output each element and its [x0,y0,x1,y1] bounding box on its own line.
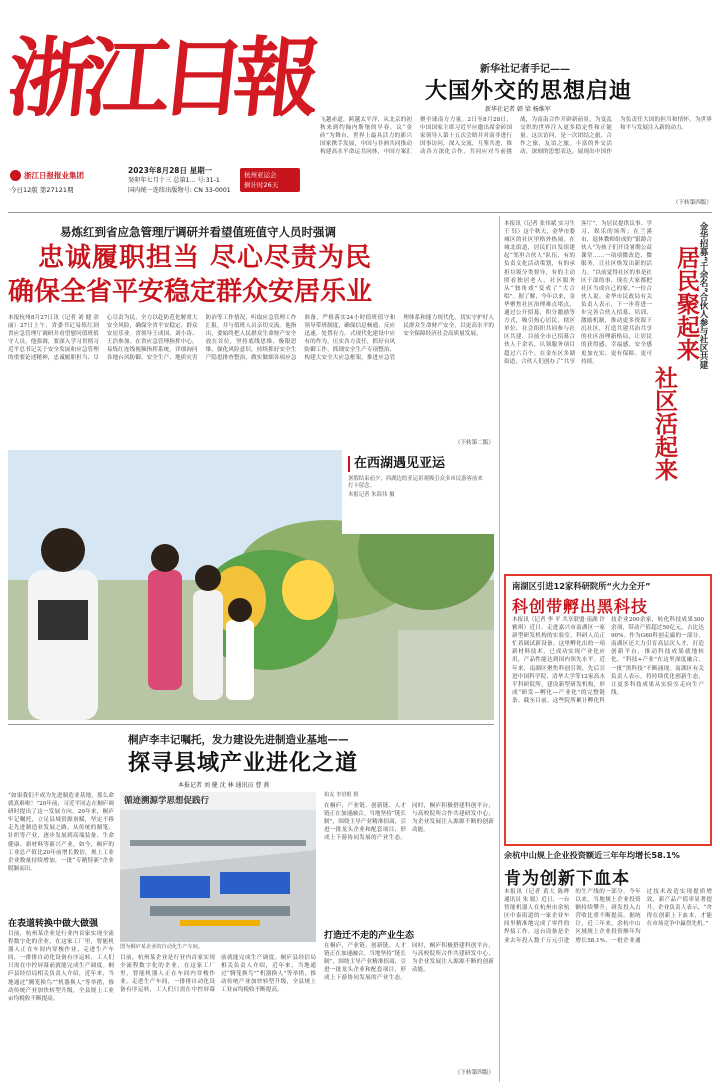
vertical-headline-2: 社区活起来 [651,366,677,481]
bottom-byline: 本报记者 刘 健 沈 林 通讯员 曹 燕 [178,782,270,789]
group-name: 浙江日报报业集团 [24,171,84,180]
bottom-image [120,792,316,942]
image-note: 图为桐庐某企业的自动化生产车间。 [120,944,204,950]
photo-caption: 暑假结束前夕，西湖边的亚运景观吸引众多市民游客前来打卡留念。 [348,476,483,489]
bottom-col-right: 在桐庐，产业链、创新链、人才链正在加速融合。当地坚持“链长制”，围绕主导产业精准招商，引进一批龙头企业和配套项目，形成上下游协同发展的产业生态。同时，桐庐积极搭建科创平台，与高校院所合作共建研发中心，为企业发展注入源源不断的创新动能。 [324,803,494,842]
bottom-col-1b: 目前，杭州某企业是行业内首家实现全流程数字化的企业，在这家工厂里，智能机器人正在车间内穿梭作业。走进生产车间，一排排自动化设备有序运转，工人们只需在中控屏幕前就能完成生产调度。桐庐县经信局相关负责人介绍，近年来，当地通过“腾笼换鸟”“机器换人”等举措，推动传统产业加快转型升级，全县规上工业亩均税收不断提高。 [8,931,114,1002]
vertical-body: 本报讯（记者 张伟斌 实习生 王 钰）这个秋天，金华市婺城区的社区里格外热闹。在城北街道，居民们自发组建起“邻里合伙人”队伍，有的负责文化活动策划，有的承担垃圾分类督导，有的主动照看独居老人，社区服务从“独角戏”变成了“大合唱”。据了解，今年以来，金华聚焦社区治理难点堵点，通过公开招募、积分激励等方式，吸引热心居民、辖区单位、社会组织共同参与社区共建，目前全市已招募合伙人千余名，认领服务项目超过六百个。在金东区多湖街道，合伙人们创办了“共享客厅”，为居民提供议事、学习、娱乐的场所；在兰溪市，退休教师组成的“银龄合伙人”为孩子们开设暑期公益课堂……一项项微改造、微服务，让社区焕发出新的活力。“以前觉得社区的事是社区干部的事，现在大家都把社区当成自己的家。”一位合伙人说。金华市民政局有关负责人表示，下一步将进一步完善合伙人招募、培训、激励机制，推动更多资源下沉社区，打造共建共治共享的社区治理新格局，让居民的获得感、幸福感、安全感更加充实、更有保障、更可持续。 [504,221,652,365]
bottom-kicker: 桐庐李丰记嘱托，发力建设先进制造业基地—— [128,734,349,746]
br-kicker: 余杭中山规上企业投资额近三年年均增长58.1% [504,850,680,860]
vertical-kicker: 金华招募“千余名”合伙人参与社区共建 [698,222,708,370]
photo-story [8,450,494,720]
story-continued: （下转第四版） [672,200,712,206]
photo-title: 在西湖遇见亚运 [348,456,488,472]
bottom-headline: 探寻县域产业进化之道 [128,751,359,776]
bottom-col-right-2: 在桐庐，产业链、创新链、人才链正在加速融合。当地坚持“链长制”，围绕主导产业精准招商，引进一批龙头企业和配套项目，形成上下游协同发展的产业生态。同时，桐庐积极搭建科创平台，与高校院所合作共建研发中心，为企业发展注入源源不断的创新动能。 [324,943,494,982]
photo-credit: 本报记者 朱海伟 摄 [348,492,395,498]
bottom-right-story [504,850,712,1082]
featured-box [504,574,712,846]
top-right-story [320,60,712,210]
date-block [128,166,238,196]
factory-illustration [120,810,316,942]
br-headline: 肯为创新下血本 [504,869,630,889]
masthead-rule [8,212,712,213]
lead-body: 本报杭州8月27日讯（记者 刘 健 余 丽）27日上午，省委书记易炼红到省应急管理厅调研并看望慰问值班值守人员。他强调，要深入学习贯彻习近平总书记关于安全发展和应急管理的重要论述精神，忠诚履职担当、尽心尽责为民，全力以赴防范化解重大安全风险，确保全省平安稳定、群众安居乐业。省领导王成国、刘小涛、王浩参加。在省应急管理指挥中心，易炼红连线视频指挥系统，详细询问各地台风防御、安全生产、地质灾害防治等工作情况，听取应急管理工作汇报，并与值班人员亲切交流。他指出，要始终把人民群众生命财产安全放在首位，坚持底线思维、极限思维，强化风险意识，持续抓好安全生产隐患排查整治，做实做细各项应急准备，严格落实24小时值班值守和领导带班制度，确保信息畅通、反应迅速、处置有力。式现代化建设中应有的作为，压实各方责任，抓好台风防御工作，抓细安全生产专项整治，构建大安全大应急框架，推进应急管理体系和能力现代化，切实守护好人民群众生命财产安全，以更高水平的安全保障经济社会高质量发展。 [8,315,494,362]
bottom-subhead: 在表道转换中做大做强 [8,919,99,929]
bottom-col-mid: 目前，杭州某企业是行业内首家实现全流程数字化的企业，在这家工厂里，智能机器人正在车间内穿梭作业。走进生产车间，一排排自动化设备有序运转，工人们只需在中控屏幕前就能完成生产调度。桐庐县经信局相关负责人介绍，近年来，当地通过“腾笼换鸟”“机器换人”等举措，推动传统产业加快转型升级，全县规上工业亩均税收不断提高。 [120,955,316,994]
masthead-logo [2,28,326,129]
bottom-rule [8,724,494,725]
logo-char-3: 日 [154,28,252,129]
featured-kicker: 南湖区引进12家科研院所“火力全开” [512,581,651,591]
image-credit: 拍友 李培根 摄 [324,792,359,798]
br-body: 本报讯（记者 黄大 陈晔 通讯员 朱 聪）近日，一台智能机器人在杭州市余杭区中泰街道的一家企业车间里精准地完成了零件的焊接工作。这台设备是企业去年投入数千万元引进的生产线的一部分。今年以来，当地规上企业投资额持续攀升，研发投入占营收比重不断提高。据统计，近三年来，余杭中山区域规上企业投资额年均增长58.1%，一批企业通过技术改造实现提质增效，新产品产值率显著提升。企业负责人表示，“舍得在创新上下血本，才能在市场竞争中赢得先机。” [504,889,712,944]
lead-headline-1: 忠诚履职担当 尽心尽责为民 [38,243,373,273]
logo-char-2: 江 [78,28,176,129]
column-rule-right [499,216,500,1082]
bottom-continued: （下转第四版） [454,1070,494,1076]
group-issue: 今日12版 第27121期 [10,186,74,194]
right-vertical-story [504,216,712,570]
asian-games-countdown [240,168,300,192]
bottom-subhead-2: 打造迁不走的产业生态 [324,931,415,941]
story-kicker: 新华社记者手记—— [480,64,570,75]
photo-caption-box [342,450,494,534]
bottom-col-1: “如果我们不成为先进制造业基地，那么命就真难啦！”20年前，习近平同志在桐庐调研时提出了这一发展方向。20年来，桐庐牢记嘱托，立足县域资源禀赋，坚定不移走先进制造业发展之路，从传统的制笔、针织等产业，逐步发展到高端装备、生命健康、新材料等新兴产业。如今，桐庐的工业总产值比20年前增长数倍，规上工业企业数量持续增加，一批“专精特新”企业脱颖而出。 [8,793,114,872]
lead-story [8,216,494,446]
story-headline: 大国外交的思想启迪 [425,79,633,104]
lead-kicker: 易炼红到省应急管理厅调研并看望值班值守人员时强调 [60,225,336,239]
logo-char-1: 浙 [2,28,100,129]
group-logo-icon [10,170,21,181]
lunar-line: 癸卯年七月十三 总第1... 号:31-1 [128,177,220,184]
group-badge [10,170,110,195]
cn-line: 国内统一连续出版物号: CN 33-0001 [128,187,231,194]
logo-char-4: 報 [228,28,326,129]
date-line: 2023年8月28日 星期一 [128,166,213,175]
featured-headline: 科创带孵出黑科技 [512,597,649,616]
vertical-headline-1: 居民聚起来 [673,246,699,361]
countdown-days: 倒计时26天 [244,181,279,189]
bottom-left-story [8,728,494,1082]
story-body: 飞越赤道，跨越太平洋，从北京的初秋来到约翰内斯堡的早春。议“金砖”为舞台，世界上最具活力的新兴国家携手发展，中国与非洲共同推动构建高水平命运共同体，中国方案汇聚全球南方力量。2日至8月28日，中国国家主席习近平应邀出席金砖国家领导人第十五次会晤并对南非进行国事访问，深入交流，互鉴共进，推动各方深化合作，共同应对当前挑战，为南南合作开辟新前景，为变乱交织的世界注入更多稳定性和正能量。这次访问，是一次团结之旅，合作之旅，友谊之旅。丰富的外交活动，深刻的思想表达，展现出中国作为负责任大国的担当和情怀，为世界和平与发展注入新的动力。 [320,117,712,156]
lead-continued: （下转第二版） [454,440,494,446]
story-byline: 新华社记者 韩 梁 杨维军 [485,106,551,113]
lead-headline-2: 确保全省平安稳定群众安居乐业 [8,277,373,307]
image-series-label: 循迹溯源学思想促践行 [124,796,210,806]
featured-body: 本报讯（记者 李 平 共享联盟·南湖 许雅琪）近日，走进嘉兴市南湖区一家新型研发机构的实验室，科研人员正忙着调试新设备。这里孵化出的一项新材料技术，已成功实现产业化应用，产品性能达到国内领先水平。近年来，南湖区聚焦科创引领，先后引进中国科学院、清华大学等12家高水平科研院所，建设新型研发机构，形成“研发—孵化—产业化”的完整链条。截至目前，这些院所累计孵化科技企业200余家，转化科技成果300余项，带动产值超过50亿元，占比达90%。作为G60科创走廊的一部分，南湖区还大力引育高层次人才，打造创新平台，推动科技成果就地转化。“科技+产业”在这里深度融合，一批“黑科技”不断涌现。南湖区有关负责人表示，将持续优化创新生态，让更多科技成果从实验室走向生产线。 [512,617,704,704]
countdown-title: 杭州亚运会 [244,171,277,179]
